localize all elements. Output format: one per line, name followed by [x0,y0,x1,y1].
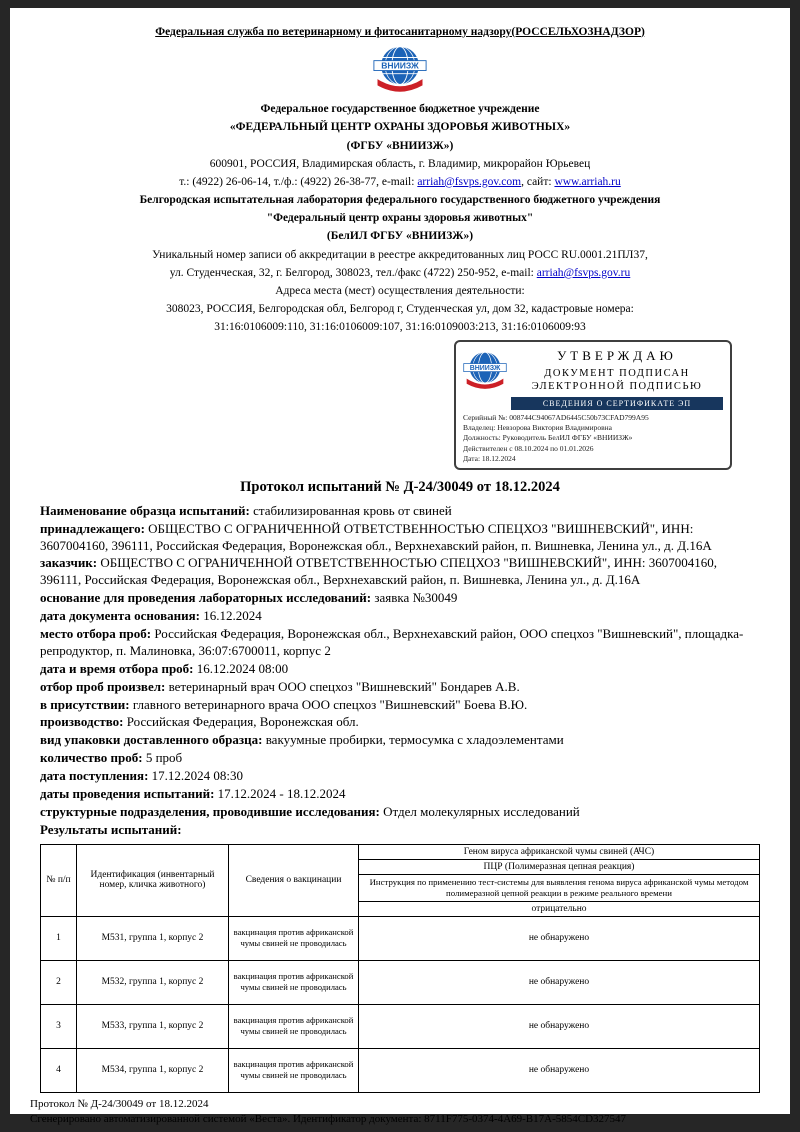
cell-result: не обнаружено [359,960,760,1004]
org-address: 600901, РОССИЯ, Владимирская область, г. Владимир, микрорайон Юрьевец [209,157,591,170]
protocol-fields [28,503,772,839]
cell-row-number: 2 [41,960,77,1004]
results-table [40,844,760,1093]
svg-text:ВНИИЗЖ: ВНИИЗЖ [381,60,419,71]
cell-result: не обнаружено [359,1004,760,1048]
lab-abbr: (БелИЛ ФГБУ «ВНИИЗЖ») [326,230,474,243]
table-row [41,960,760,1004]
field-customer: заказчик: ОБЩЕСТВО С ОГРАНИЧЕННОЙ ОТВЕТСТВЕННОСТЬЮ СПЕЦХОЗ "ВИШНЕВСКИЙ", ИНН: 3607004160, 396111, Российская Федерация, Воронежская обл., Верхнехавский район, п. Вишневка, Ленина ул., д. Д.16А [40,555,718,588]
field-sampling-place: место отбора проб: Российская Федерация, Воронежская обл., Верхнехавский район, ООО спецхоз "Вишневский", площадка-репродуктор, п. Малиновка, 36:07:6700011, корпус 2 [40,626,744,658]
header-cell-num: № п/п [41,844,77,916]
vniizh-logo-icon [373,43,427,99]
cell-row-number: 1 [41,916,77,960]
document-sheet [10,8,790,1125]
stamp-validity: Действителен с 08.10.2024 по 01.01.2026 [463,443,594,453]
stamp-logo [463,347,511,400]
header-cell-genome: Геном вируса африканской чумы свиней (АЧС) [359,844,760,859]
lab-name-1: Белгородская испытательная лаборатория федерального государственного бюджетного учреждения [139,194,661,207]
org-email-link[interactable]: arriah@fsvps.gov.com [417,175,522,188]
contact-pre: т.: (4922) 26-06-14, т./ф.: (4922) 26-38-77, e-mail: [179,175,418,188]
cell-vaccination: вакцинация против африканской чумы свиней не проводилась [229,916,359,960]
stamp-serial: Серийный №: 008744C94067AD6445C50b73CFAD799A95 [463,413,649,423]
cell-identification: М534, группа 1, корпус 2 [77,1048,229,1092]
header-cell-result-kind: отрицательно [359,901,760,916]
svg-text:ВНИИЗЖ: ВНИИЗЖ [469,365,501,373]
field-basis: основание для проведения лабораторных исследований: заявка №30049 [40,590,458,606]
org-site-link[interactable]: www.arriah.ru [554,175,621,188]
stamp-container [28,340,772,470]
field-in-presence: в присутствии: главного ветеринарного врача ООО спецхоз "Вишневский" Боева В.Ю. [40,696,528,712]
cell-vaccination: вакцинация против африканской чумы свиней не проводилась [229,1004,359,1048]
stamp-owner: Владелец: Невзорова Виктория Владимировна [463,423,612,433]
field-test-dates: даты проведения испытаний: 17.12.2024 - 18.12.2024 [40,786,346,802]
contact-mid: , сайт: [521,175,555,188]
cell-identification: М533, группа 1, корпус 2 [77,1004,229,1048]
lab-name-2: "Федеральный центр охраны здоровья животных" [266,212,534,225]
field-packaging: вид упаковки доставленного образца: вакуумные пробирки, термосумка с хладоэлементами [40,732,564,748]
field-production: производство: Российская Федерация, Воронежская обл. [40,714,359,730]
cell-vaccination: вакцинация против африканской чумы свиней не проводилась [229,960,359,1004]
header-cell-vacc: Сведения о вакцинации [229,844,359,916]
activity-label: Адреса места (мест) осуществления деятельности: [275,284,525,297]
cell-result: не обнаружено [359,1048,760,1092]
footer-generated-by: Сгенерировано автоматизированной системой «Веста». Идентификатор документа: 8711F775-0374-4A69-B17A-5854CD327547 [30,1112,627,1125]
header-cell-ident: Идентификация (инвентарный номер, кличка животного) [77,844,229,916]
field-sample-count: количество проб: 5 проб [40,750,183,766]
lab-contact-pre: ул. Студенческая, 32, г. Белгород, 308023, тел./факс (4722) 250-952, e-mail: [169,266,537,279]
cell-result: не обнаружено [359,916,760,960]
lab-email-link[interactable]: arriah@fsvps.gov.ru [536,266,631,279]
field-sampled-by: отбор проб произвел: ветеринарный врач ООО спецхоз "Вишневский" Бондарев А.В. [40,678,520,694]
stamp-top [463,347,723,413]
stamp-position: Должность: Руководитель БелИЛ ФГБУ «ВНИИЗЖ» [463,433,633,443]
protocol-title: Протокол испытаний № Д-24/30049 от 18.12.2024 [240,478,560,495]
header-cell-method: Инструкция по применению тест-системы для выявления генома вируса африканской чумы методом полимеразной цепной реакции в режиме реального времени [359,874,760,901]
field-basis-date: дата документа основания: 16.12.2024 [40,608,262,624]
table-header-row-1 [41,844,760,859]
cell-row-number: 3 [41,1004,77,1048]
stamp-approve: УТВЕРЖДАЮ [557,347,677,363]
cell-identification: М532, группа 1, корпус 2 [77,960,229,1004]
stamp-right [511,347,723,413]
table-row [41,916,760,960]
stamp-date: Дата: 18.12.2024 [463,453,516,463]
cadastral-numbers: 31:16:0106009:110, 31:16:0106009:107, 31:16:0109003:213, 31:16:0106009:93 [214,321,586,334]
vniizh-logo-small-icon [463,349,507,395]
field-results-heading: Результаты испытаний: [40,821,182,837]
stamp-certificate-band: СВЕДЕНИЯ О СЕРТИФИКАТЕ ЭП [511,397,723,410]
cell-row-number: 4 [41,1048,77,1092]
field-owner: принадлежащего: ОБЩЕСТВО С ОГРАНИЧЕННОЙ ОТВЕТСТВЕННОСТЬЮ СПЕЦХОЗ "ВИШНЕВСКИЙ", ИНН: 3607004160, 396111, Российская Федерация, Воронежская обл., Верхнехавский район, п. Вишневка, Ленина ул., д. Д.16А [40,520,712,553]
field-departments: структурные подразделения, проводившие исследования: Отдел молекулярных исследований [40,803,580,819]
accreditation-line: Уникальный номер записи об аккредитации в реестре аккредитованных лиц РОСС RU.0001.21ПЛ37, [152,248,648,261]
table-row [41,1004,760,1048]
stamp-signed-1: ДОКУМЕНТ ПОДПИСАН [544,367,690,379]
header-cell-pcr: ПЦР (Полимеразная цепная реакция) [359,859,760,874]
activity-address: 308023, РОССИЯ, Белгородская обл, Белгород г, Студенческая ул, дом 32, кадастровые номера: [166,303,634,316]
org-contact-line [28,174,772,191]
signature-stamp [454,340,732,470]
org-name: «ФЕДЕРАЛЬНЫЙ ЦЕНТР ОХРАНЫ ЗДОРОВЬЯ ЖИВОТНЫХ» [229,121,571,134]
document-footer [28,1093,772,1127]
field-sample-name: Наименование образца испытаний: стабилизированная кровь от свиней [40,502,452,518]
cell-identification: М531, группа 1, корпус 2 [77,916,229,960]
cell-vaccination: вакцинация против африканской чумы свиней не проводилась [229,1048,359,1092]
stamp-signed-2: ЭЛЕКТРОННОЙ ПОДПИСЬЮ [531,381,703,393]
footer-protocol-ref: Протокол № Д-24/30049 от 18.12.2024 [30,1097,209,1110]
org-type: Федеральное государственное бюджетное учреждение [260,103,540,116]
field-sampling-datetime: дата и время отбора проб: 16.12.2024 08:00 [40,660,289,676]
org-abbr: (ФГБУ «ВНИИЗЖ») [346,139,454,152]
field-received-date: дата поступления: 17.12.2024 08:30 [40,768,244,784]
lab-contact-line [28,265,772,282]
table-row [41,1048,760,1092]
agency-line: Федеральная служба по ветеринарному и фитосанитарному надзору(РОССЕЛЬХОЗНАДЗОР) [155,25,645,38]
org-logo [28,43,772,99]
